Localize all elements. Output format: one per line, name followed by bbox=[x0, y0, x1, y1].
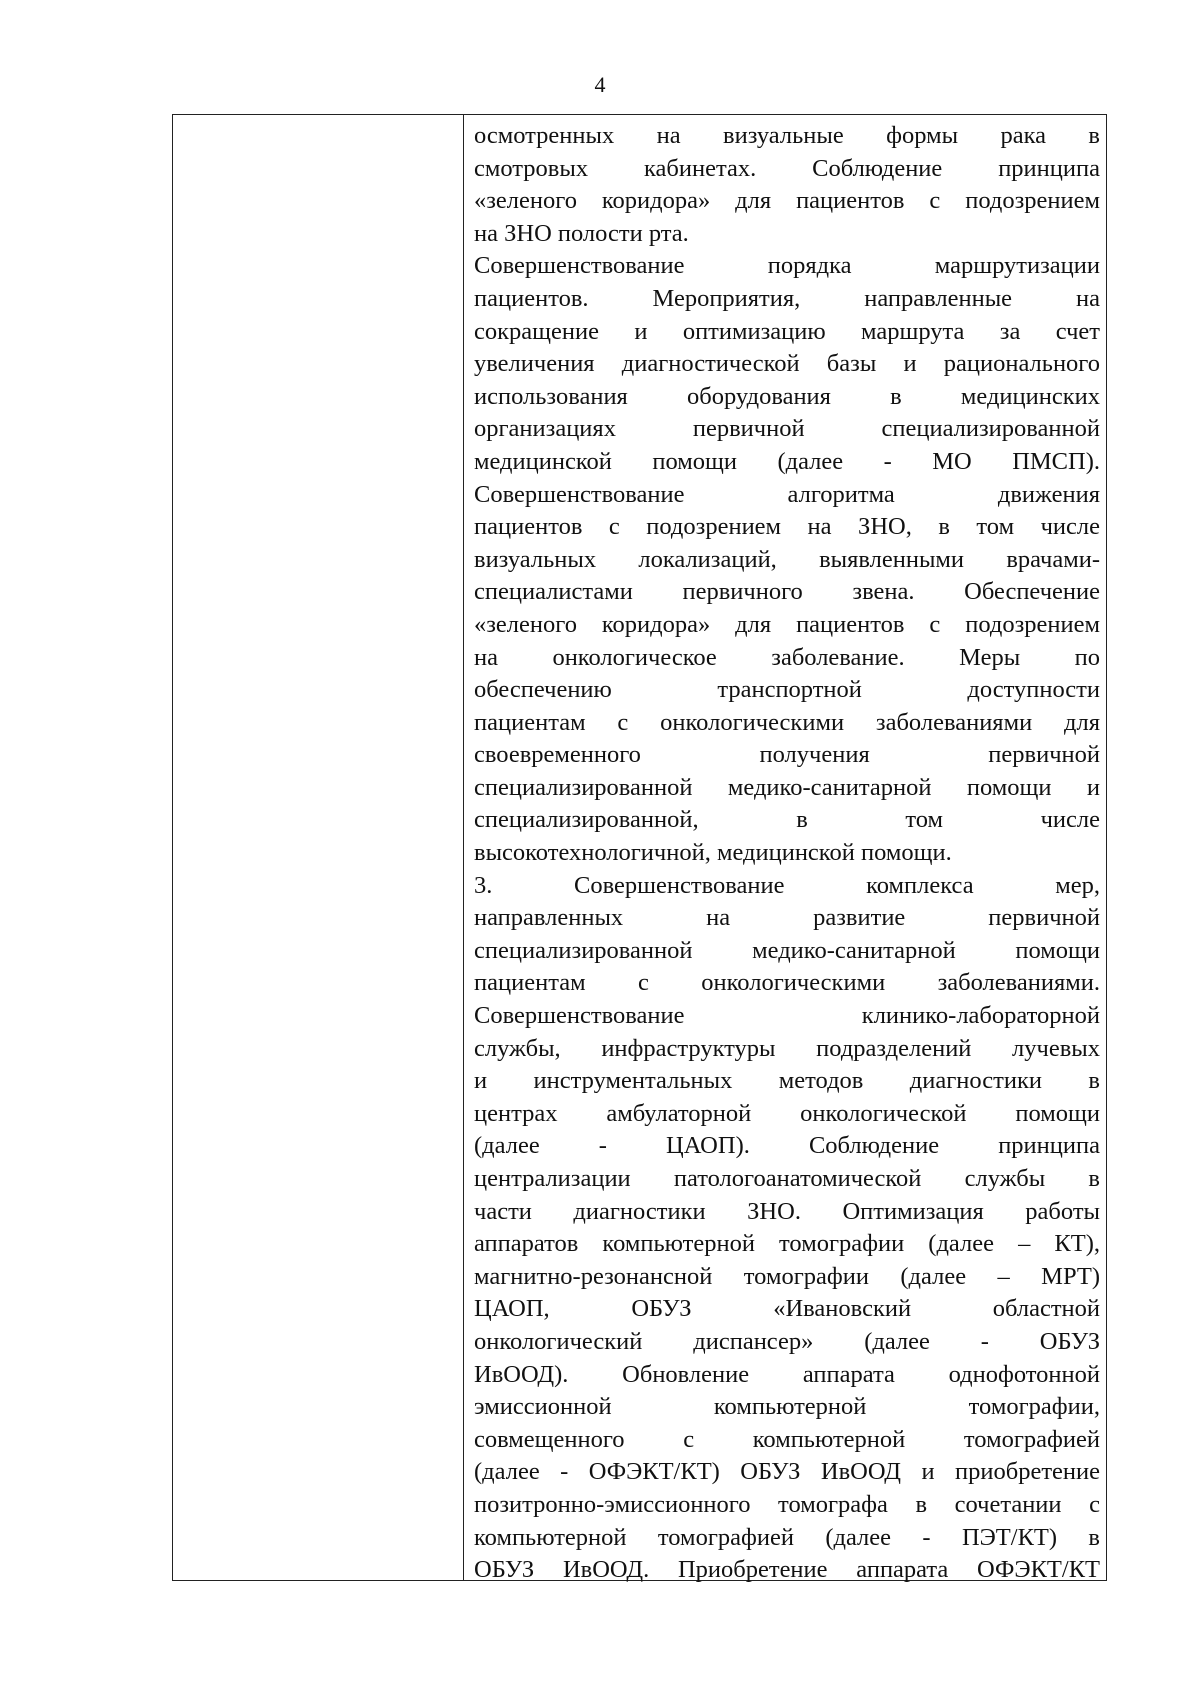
text-line: позитронно-эмиссионного томографа в сочетании с bbox=[474, 1490, 1100, 1518]
text-line: «зеленого коридора» для пациентов с подозрением bbox=[474, 187, 1100, 215]
text-line: организациях первичной специализированной bbox=[474, 415, 1100, 443]
text-line: 3. Совершенствование комплекса мер, bbox=[474, 871, 1100, 899]
text-line: специализированной, в том числе bbox=[474, 806, 1100, 834]
text-line: центрах амбулаторной онкологической помощи bbox=[474, 1099, 1100, 1127]
page-number: 4 bbox=[594, 72, 606, 97]
text-line: специализированной медико-санитарной помощи и bbox=[474, 773, 1100, 801]
text-line: ИвООД). Обновление аппарата однофотонной bbox=[474, 1360, 1100, 1388]
text-line: осмотренных на визуальные формы рака в bbox=[474, 122, 1100, 149]
text-line: (далее - ОФЭКТ/КТ) ОБУЗ ИвООД и приобретение bbox=[474, 1458, 1100, 1486]
text-line: ЦАОП, ОБУЗ «Ивановский областной bbox=[474, 1295, 1100, 1323]
text-line: высокотехнологичной, медицинской помощи. bbox=[474, 839, 952, 867]
text-line: компьютерной томографией (далее - ПЭТ/КТ) в bbox=[474, 1523, 1100, 1551]
text-line: специализированной медико-санитарной помощи bbox=[474, 936, 1100, 964]
table-left-cell bbox=[173, 115, 464, 1580]
text-line: «зеленого коридора» для пациентов с подозрением bbox=[474, 610, 1100, 638]
text-line: специалистами первичного звена. Обеспечение bbox=[474, 578, 1100, 606]
text-line: пациентов с подозрением на ЗНО, в том числе bbox=[474, 513, 1100, 541]
text-line: увеличения диагностической базы и рационального bbox=[474, 350, 1100, 378]
text-line: совмещенного с компьютерной томографией bbox=[474, 1425, 1100, 1453]
text-line: аппаратов компьютерной томографии (далее – КТ), bbox=[474, 1230, 1100, 1258]
text-line: Совершенствование алгоритма движения bbox=[474, 480, 1100, 508]
text-line: обеспечению транспортной доступности bbox=[474, 676, 1100, 704]
text-line: части диагностики ЗНО. Оптимизация работы bbox=[474, 1197, 1100, 1225]
text-line: своевременного получения первичной bbox=[474, 741, 1100, 769]
text-line: службы, инфраструктуры подразделений лучевых bbox=[474, 1034, 1100, 1062]
text-line: пациентам с онкологическими заболеваниями для bbox=[474, 708, 1100, 736]
text-line: пациентов. Мероприятия, направленные на bbox=[474, 284, 1100, 312]
text-line: использования оборудования в медицинских bbox=[474, 382, 1100, 410]
text-line: смотровых кабинетах. Соблюдение принципа bbox=[474, 154, 1100, 182]
text-line: визуальных локализаций, выявленными врачами- bbox=[474, 545, 1100, 573]
text-line: Совершенствование клинико-лабораторной bbox=[474, 1002, 1100, 1030]
text-line: ОБУЗ ИвООД. Приобретение аппарата ОФЭКТ/КТ bbox=[474, 1556, 1100, 1584]
text-line: пациентам с онкологическими заболеваниями. bbox=[474, 969, 1100, 997]
text-line: на ЗНО полости рта. bbox=[474, 219, 689, 247]
text-line: на онкологическое заболевание. Меры по bbox=[474, 643, 1100, 671]
text-line: магнитно-резонансной томографии (далее – МРТ) bbox=[474, 1262, 1100, 1290]
text-line: централизации патологоанатомической службы в bbox=[474, 1165, 1100, 1192]
text-line: Совершенствование порядка маршрутизации bbox=[474, 252, 1100, 280]
text-line: и инструментальных методов диагностики в bbox=[474, 1067, 1100, 1095]
table-right-cell bbox=[464, 115, 1108, 1584]
text-line: эмиссионной компьютерной томографии, bbox=[474, 1393, 1100, 1421]
text-line: сокращение и оптимизацию маршрута за счет bbox=[474, 317, 1100, 345]
text-line: (далее - ЦАОП). Соблюдение принципа bbox=[474, 1132, 1100, 1160]
text-line: онкологический диспансер» (далее - ОБУЗ bbox=[474, 1327, 1100, 1355]
text-line: направленных на развитие первичной bbox=[474, 904, 1100, 932]
document-table bbox=[172, 114, 1107, 1584]
text-line: медицинской помощи (далее - МО ПМСП). bbox=[474, 447, 1100, 475]
